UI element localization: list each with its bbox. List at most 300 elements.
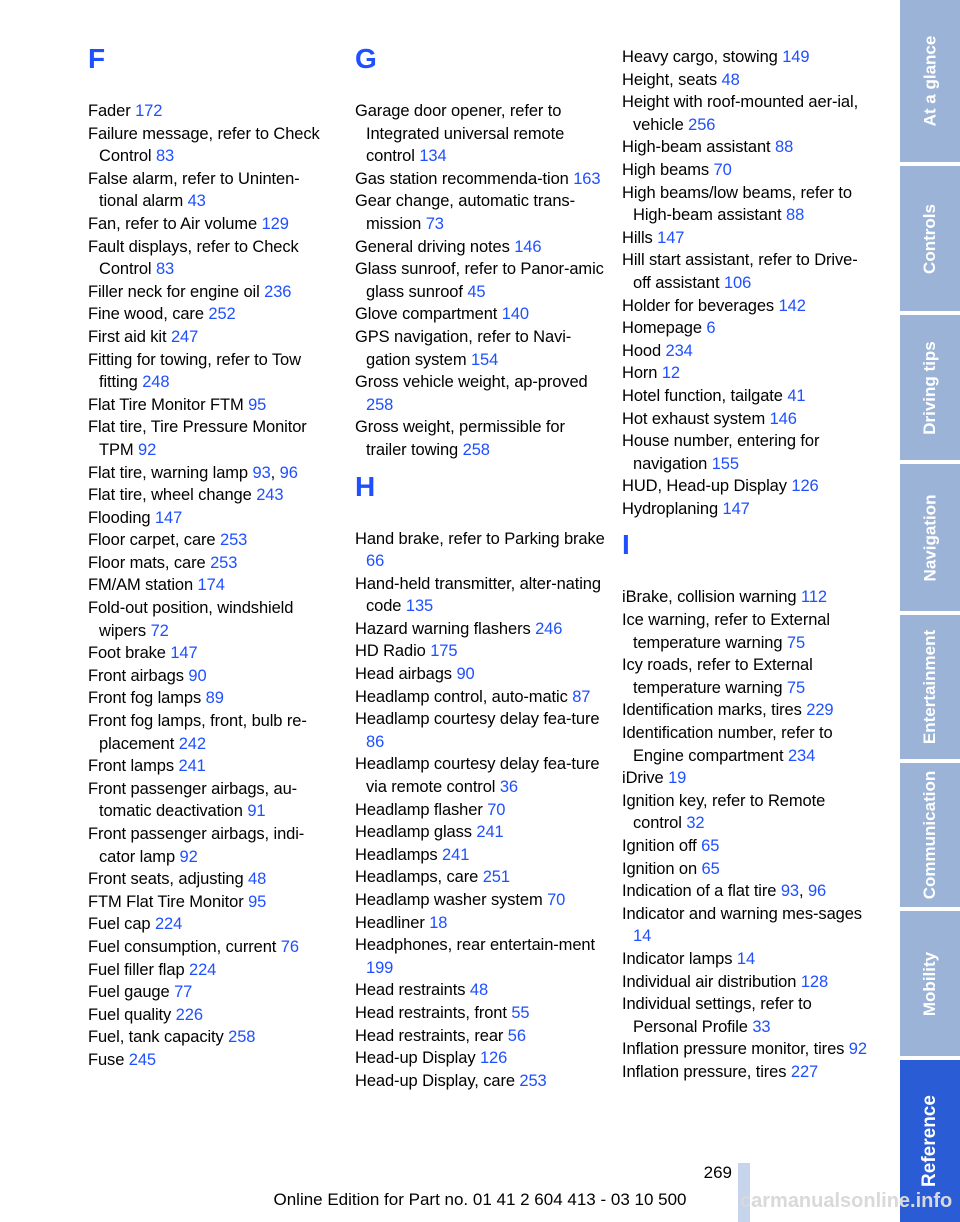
index-entry bbox=[355, 416, 605, 461]
index-entry bbox=[622, 722, 872, 767]
page-reference-link[interactable]: 174 bbox=[197, 576, 225, 595]
index-entry-text: Flat tire, Tire Pressure Monitor TPM bbox=[88, 418, 307, 459]
index-entry bbox=[355, 1047, 605, 1070]
index-entry bbox=[355, 236, 605, 259]
page-reference-link[interactable]: 226 bbox=[175, 1005, 203, 1024]
index-entry bbox=[622, 498, 872, 521]
page-reference-link[interactable]: 147 bbox=[657, 228, 685, 247]
page-reference-link[interactable]: 56 bbox=[507, 1026, 526, 1045]
index-entry bbox=[88, 552, 338, 575]
index-entry bbox=[88, 959, 338, 982]
page-reference-link[interactable]: 88 bbox=[775, 138, 794, 157]
page-reference-link[interactable]: 41 bbox=[787, 386, 806, 405]
index-entry-text: Hood bbox=[622, 341, 662, 360]
index-entry-text: Head-up Display, care bbox=[355, 1071, 515, 1090]
index-entry bbox=[355, 979, 605, 1002]
page-reference-link[interactable]: 48 bbox=[248, 870, 267, 889]
index-entry bbox=[88, 823, 338, 868]
chapter-tab[interactable] bbox=[900, 464, 960, 611]
index-entry bbox=[355, 618, 605, 641]
index-entry-text: Front fog lamps bbox=[88, 689, 202, 708]
index-entry-text: Head restraints bbox=[355, 981, 466, 1000]
page-reference-link[interactable]: 45 bbox=[467, 282, 486, 301]
index-entry bbox=[622, 159, 872, 182]
index-entry bbox=[88, 710, 338, 755]
index-entry bbox=[622, 46, 872, 69]
index-entry-text: Fuel quality bbox=[88, 1005, 172, 1024]
index-entry-text: Head restraints, rear bbox=[355, 1026, 504, 1045]
index-entry-text: GPS navigation, refer to Navi-gation system bbox=[355, 327, 572, 369]
page-reference-link[interactable]: 76 bbox=[280, 937, 299, 956]
index-entry bbox=[355, 528, 605, 573]
page-reference-link[interactable]: 155 bbox=[711, 454, 739, 473]
page-reference-link[interactable]: 106 bbox=[723, 273, 752, 292]
index-entry-text: Hand-held transmitter, alter-nating code bbox=[355, 574, 601, 616]
index-entry-text: Identification number, refer to Engine compartment bbox=[622, 724, 833, 765]
page-reference-link[interactable]: 70 bbox=[487, 800, 506, 819]
page-reference-link[interactable]: 253 bbox=[519, 1071, 547, 1090]
index-entry-text: Identification marks, tires bbox=[622, 701, 802, 720]
index-entry bbox=[355, 168, 605, 191]
index-entry bbox=[622, 385, 872, 408]
index-entry bbox=[355, 844, 605, 867]
page-reference-link[interactable]: 258 bbox=[462, 440, 490, 459]
index-entry bbox=[622, 1061, 872, 1084]
index-entry-text: Flat tire, warning lamp bbox=[88, 463, 249, 482]
index-entry-text: Hills bbox=[622, 228, 653, 247]
index-entry bbox=[88, 665, 338, 688]
index-entry bbox=[88, 981, 338, 1004]
index-entry-text: General driving notes bbox=[355, 237, 510, 256]
index-entry bbox=[622, 475, 872, 498]
index-entry-text: Front seats, adjusting bbox=[88, 870, 244, 889]
page-reference-link[interactable]: 96 bbox=[279, 463, 298, 482]
index-entry bbox=[355, 1002, 605, 1025]
chapter-tab[interactable] bbox=[900, 166, 960, 311]
page-reference-link[interactable]: 88 bbox=[786, 206, 805, 225]
index-entry-text: Height, seats bbox=[622, 70, 718, 89]
index-entry-text: Icy roads, refer to External temperature warning bbox=[622, 656, 813, 697]
index-entry-text: Floor mats, care bbox=[88, 553, 206, 572]
index-entry bbox=[622, 249, 872, 294]
index-entry bbox=[88, 642, 338, 665]
index-entry-text: Flat Tire Monitor FTM bbox=[88, 395, 244, 414]
index-entry-text: Failure message, refer to Check Control bbox=[88, 124, 320, 166]
index-entry-text: Homepage bbox=[622, 319, 702, 338]
page-reference-link[interactable]: 93 bbox=[780, 882, 799, 901]
index-entry-text: Garage door opener, refer to Integrated universal remote control bbox=[355, 102, 565, 166]
page-reference-link[interactable]: 236 bbox=[264, 282, 292, 301]
page-reference-link[interactable]: 19 bbox=[668, 769, 687, 788]
index-entry-text: Height with roof-mounted aer-ial, vehicle bbox=[622, 93, 859, 134]
chapter-tab[interactable] bbox=[900, 615, 960, 759]
index-entry-text: Hazard warning flashers bbox=[355, 619, 531, 638]
index-entry bbox=[622, 430, 872, 475]
index-entry bbox=[355, 303, 605, 326]
index-entry-text: Hot exhaust system bbox=[622, 409, 766, 428]
page-reference-link[interactable]: 229 bbox=[806, 701, 834, 720]
index-entry bbox=[355, 190, 605, 235]
index-entry-text: Fine wood, care bbox=[88, 305, 204, 324]
page-reference-link[interactable]: 147 bbox=[154, 508, 183, 527]
index-entry-text: Ignition off bbox=[622, 837, 697, 855]
index-entry-text: Front fog lamps, front, bulb re-placement bbox=[88, 712, 307, 753]
page-reference-link[interactable]: 134 bbox=[419, 147, 447, 166]
page-reference-link[interactable]: 83 bbox=[155, 260, 175, 279]
index-entry-text: Floor carpet, care bbox=[88, 531, 216, 550]
page-reference-link[interactable]: 146 bbox=[514, 237, 542, 256]
page-reference-link[interactable]: 95 bbox=[248, 395, 267, 414]
page-reference-link[interactable]: 48 bbox=[721, 70, 740, 89]
page-reference-link[interactable]: 199 bbox=[366, 958, 394, 977]
page-reference-link[interactable]: 14 bbox=[633, 927, 652, 946]
chapter-tab-label: Controls bbox=[920, 203, 940, 274]
index-entry bbox=[88, 394, 338, 417]
index-entry-text: Gear change, automatic trans-mission bbox=[355, 192, 575, 233]
index-entry-text: Head restraints, front bbox=[355, 1003, 507, 1022]
page-reference-link[interactable]: 258 bbox=[366, 395, 394, 414]
index-entry bbox=[622, 609, 872, 654]
page-reference-link[interactable]: 252 bbox=[208, 305, 236, 324]
page-reference-link[interactable]: 33 bbox=[752, 1017, 771, 1036]
index-entry-text: Front lamps bbox=[88, 757, 175, 776]
index-entry bbox=[355, 866, 605, 889]
page-reference-link[interactable]: 95 bbox=[248, 892, 267, 911]
chapter-tab-label: Driving tips bbox=[920, 340, 940, 435]
index-entry bbox=[88, 778, 338, 823]
page-reference-link[interactable]: 93 bbox=[252, 463, 271, 482]
index-entry bbox=[88, 507, 338, 530]
page-reference-link[interactable]: 92 bbox=[848, 1040, 867, 1059]
index-entry bbox=[88, 416, 338, 461]
page-reference-link[interactable]: 256 bbox=[688, 115, 716, 134]
index-entry-text: Gross vehicle weight, ap-proved bbox=[355, 373, 588, 392]
index-entry bbox=[355, 1070, 605, 1093]
index-entry bbox=[622, 136, 872, 159]
index-entry bbox=[88, 868, 338, 891]
index-entry bbox=[355, 708, 605, 753]
index-entry-text: iDrive bbox=[622, 769, 664, 788]
index-entry bbox=[622, 317, 872, 340]
index-entry-text: Headlamps bbox=[355, 845, 438, 864]
index-entry-text: False alarm, refer to Uninten-tional alarm bbox=[88, 169, 300, 211]
page-reference-link[interactable]: 126 bbox=[791, 477, 819, 496]
index-entry bbox=[622, 1038, 872, 1061]
index-entry bbox=[88, 281, 338, 304]
index-entry bbox=[88, 236, 338, 281]
page-reference-link[interactable]: 241 bbox=[442, 845, 470, 864]
page-reference-link[interactable]: 48 bbox=[469, 981, 489, 1000]
page-reference-link[interactable]: 245 bbox=[128, 1050, 157, 1069]
page-number: 269 bbox=[703, 1163, 732, 1182]
index-entry bbox=[622, 91, 872, 136]
page-reference-link[interactable]: 66 bbox=[366, 552, 385, 571]
page-reference-link[interactable]: 43 bbox=[187, 192, 206, 211]
index-entry-text: High-beam assistant bbox=[622, 138, 771, 157]
page-reference-link[interactable]: 73 bbox=[425, 214, 444, 233]
index-entry bbox=[355, 686, 605, 709]
index-entry-text: Gross weight, permissible for trailer towing bbox=[355, 418, 565, 459]
index-entry-text: Headlamp washer system bbox=[355, 891, 543, 909]
index-entry bbox=[88, 597, 338, 642]
page-reference-link[interactable]: 234 bbox=[665, 341, 693, 360]
index-entry: Indication of a flat tire 93, 96 bbox=[622, 882, 827, 901]
page-reference-link[interactable]: 32 bbox=[686, 814, 705, 833]
index-entry bbox=[88, 303, 338, 326]
page-reference-link[interactable]: 65 bbox=[701, 859, 720, 878]
page-reference-link[interactable]: 251 bbox=[482, 868, 510, 887]
index-entry bbox=[355, 799, 605, 822]
page-reference-link[interactable]: 87 bbox=[572, 687, 591, 706]
page-reference-link[interactable]: 75 bbox=[786, 633, 806, 652]
index-entry bbox=[622, 182, 872, 227]
section-letter: G bbox=[355, 43, 377, 74]
index-entry bbox=[622, 971, 872, 994]
page-reference-link[interactable]: 224 bbox=[189, 960, 217, 979]
page-reference-link[interactable]: 246 bbox=[535, 619, 563, 638]
chapter-tab[interactable] bbox=[900, 763, 960, 907]
index-entry-text: Head-up Display bbox=[355, 1049, 476, 1068]
index-entry bbox=[88, 213, 338, 236]
chapter-tab-label: Entertainment bbox=[920, 629, 940, 745]
index-entry-text: Inflation pressure monitor, tires bbox=[622, 1040, 845, 1059]
index-entry-text: Hill start assistant, refer to Drive-off assistant bbox=[622, 251, 858, 292]
index-entry bbox=[622, 586, 872, 609]
index-entry-text: Ignition on bbox=[622, 859, 698, 878]
index-entry-text: Individual settings, refer to Personal Profile bbox=[622, 995, 812, 1036]
page-reference-link[interactable]: 142 bbox=[778, 296, 806, 315]
index-entry-text: Headlamp control, auto-matic bbox=[355, 687, 568, 706]
index-entry bbox=[622, 362, 872, 385]
index-entry-text: Filler neck for engine oil bbox=[88, 282, 260, 301]
page-reference-link[interactable]: 91 bbox=[247, 802, 266, 821]
page-reference-link[interactable]: 72 bbox=[150, 621, 169, 640]
page-reference-link[interactable]: 163 bbox=[573, 169, 601, 188]
page-reference-link[interactable]: 65 bbox=[701, 837, 720, 855]
index-column-1 bbox=[88, 44, 338, 1072]
page-reference-link[interactable]: 253 bbox=[220, 531, 248, 550]
page-reference-link[interactable]: 227 bbox=[790, 1062, 819, 1081]
index-entry-text: Fader bbox=[88, 102, 131, 120]
index-entry bbox=[355, 326, 605, 371]
page-reference-link[interactable]: 89 bbox=[205, 689, 224, 708]
page-reference-link[interactable]: 92 bbox=[138, 440, 157, 459]
index-entry bbox=[622, 835, 872, 858]
chapter-tab-label: Communication bbox=[920, 770, 940, 900]
index-entry bbox=[88, 100, 338, 123]
index-entry bbox=[355, 1025, 605, 1048]
index-entry bbox=[622, 903, 872, 948]
index-entry bbox=[88, 574, 338, 597]
chapter-tab[interactable] bbox=[900, 911, 960, 1056]
page-reference-link[interactable]: 175 bbox=[430, 642, 458, 661]
index-entry-text: FTM Flat Tire Monitor bbox=[88, 892, 244, 911]
index-entry bbox=[622, 227, 872, 250]
page-reference-link[interactable]: 55 bbox=[511, 1003, 530, 1022]
index-column-3 bbox=[622, 46, 872, 1084]
page-reference-link[interactable]: 242 bbox=[178, 734, 206, 753]
index-entry-text: Ignition key, refer to Remote control bbox=[622, 791, 826, 833]
index-entry bbox=[88, 936, 338, 959]
index-entry-text: Indicator and warning mes-sages bbox=[622, 904, 862, 923]
index-entry bbox=[88, 123, 338, 168]
page-reference-link[interactable]: 90 bbox=[456, 665, 475, 684]
section-letter: I bbox=[622, 529, 630, 561]
index-entry bbox=[88, 1049, 338, 1072]
page-reference-link[interactable]: 224 bbox=[154, 915, 183, 934]
index-entry-text: Hydroplaning bbox=[622, 499, 719, 518]
index-entry bbox=[355, 912, 605, 935]
index-entry-text: Front airbags bbox=[88, 666, 184, 685]
index-entry-text: Individual air distribution bbox=[622, 972, 797, 991]
page-reference-link[interactable]: 83 bbox=[155, 147, 175, 166]
index-entry-text: First aid kit bbox=[88, 327, 167, 346]
chapter-tabs bbox=[900, 0, 960, 1222]
index-entry-text: Fuel cap bbox=[88, 915, 151, 934]
index-entry bbox=[88, 484, 338, 507]
index-entry-text: Headlamp flasher bbox=[355, 800, 483, 819]
page-reference-link[interactable]: 154 bbox=[470, 350, 499, 369]
index-entry-text: Fuel, tank capacity bbox=[88, 1028, 224, 1047]
page-reference-link[interactable]: 234 bbox=[787, 746, 816, 765]
index-entry-text: Fuel consumption, current bbox=[88, 937, 277, 956]
page-reference-link[interactable]: 129 bbox=[261, 214, 289, 233]
chapter-tab[interactable] bbox=[900, 315, 960, 460]
index-entry bbox=[88, 529, 338, 552]
index-entry bbox=[355, 753, 605, 798]
index-entry-text: Glass sunroof, refer to Panor-amic glass sunroof bbox=[355, 260, 604, 301]
index-column-2 bbox=[355, 44, 605, 1092]
index-entry bbox=[622, 69, 872, 92]
index-entry bbox=[622, 408, 872, 431]
index-entry bbox=[355, 258, 605, 303]
page-reference-link[interactable]: 14 bbox=[736, 949, 756, 968]
index-entry-text: Front passenger airbags, indi-cator lamp bbox=[88, 825, 305, 866]
index-entry-text: Headlamp courtesy delay fea-ture bbox=[355, 710, 600, 729]
page-reference-link[interactable]: 147 bbox=[722, 499, 750, 518]
index-entry-text: Fitting for towing, refer to Tow fitting bbox=[88, 350, 301, 392]
index-entry bbox=[355, 640, 605, 663]
page-reference-link[interactable]: 248 bbox=[142, 373, 170, 392]
index-entry bbox=[622, 767, 872, 790]
index-entry-text: Fuel filler flap bbox=[88, 960, 185, 979]
section-letter: H bbox=[355, 470, 376, 502]
page-reference-link[interactable]: 96 bbox=[807, 882, 827, 901]
page-reference-link[interactable]: 172 bbox=[135, 102, 163, 120]
page-reference-link[interactable]: 253 bbox=[210, 553, 238, 572]
index-entry: Flat tire, warning lamp 93, 96 bbox=[88, 463, 298, 482]
index-entry bbox=[88, 349, 338, 394]
page-reference-link[interactable]: 126 bbox=[479, 1049, 508, 1068]
page-reference-link[interactable]: 146 bbox=[769, 409, 797, 428]
index-entry bbox=[88, 326, 338, 349]
index-entry-text: Fan, refer to Air volume bbox=[88, 214, 258, 233]
index-entry-text: Headphones, rear entertain-ment bbox=[355, 936, 595, 955]
index-entry bbox=[88, 1004, 338, 1027]
index-entry-text: Head airbags bbox=[355, 665, 452, 684]
index-entry-text: Foot brake bbox=[88, 644, 166, 663]
footer-edition-text: Online Edition for Part no. 01 41 2 604 413 - 03 10 500 bbox=[273, 1190, 687, 1209]
chapter-tab-label: At a glance bbox=[920, 35, 940, 127]
chapter-tab-label: Navigation bbox=[920, 494, 939, 581]
index-entry-text: Ice warning, refer to External temperature warning bbox=[622, 611, 830, 652]
page-reference-link[interactable]: 90 bbox=[188, 666, 207, 685]
index-entry-text: Headlamp courtesy delay fea-ture via remote control bbox=[355, 755, 600, 797]
page-reference-link[interactable]: 128 bbox=[800, 972, 829, 991]
page-reference-link[interactable]: 147 bbox=[170, 644, 198, 663]
index-entry bbox=[622, 699, 872, 722]
index-entry bbox=[355, 100, 605, 168]
index-entry bbox=[622, 790, 872, 835]
page-reference-link[interactable]: 75 bbox=[786, 678, 806, 697]
page-reference-link[interactable]: 18 bbox=[429, 913, 448, 932]
index-entry-text: Indicator lamps bbox=[622, 949, 733, 968]
page-reference-link[interactable]: 70 bbox=[547, 891, 566, 909]
page-reference-link[interactable]: 6 bbox=[706, 319, 716, 338]
index-entry bbox=[355, 821, 605, 844]
index-entry-text: Flooding bbox=[88, 508, 151, 527]
page-reference-link[interactable]: 112 bbox=[800, 588, 827, 607]
chapter-tab-label: Mobility bbox=[920, 951, 939, 1016]
page-reference-link[interactable]: 92 bbox=[179, 847, 198, 866]
page-reference-link[interactable]: 149 bbox=[782, 48, 810, 66]
index-entry-text: iBrake, collision warning bbox=[622, 588, 797, 607]
index-entry-text: Heavy cargo, stowing bbox=[622, 48, 778, 66]
index-entry bbox=[355, 663, 605, 686]
index-entry-text: HD Radio bbox=[355, 642, 426, 661]
index-entry-text: Gas station recommenda-tion bbox=[355, 169, 569, 188]
page-reference-link[interactable]: 258 bbox=[228, 1028, 256, 1047]
index-entry-text: Holder for beverages bbox=[622, 296, 775, 315]
index-entry bbox=[355, 889, 605, 912]
index-entry-text: Horn bbox=[622, 364, 658, 383]
index-entry bbox=[622, 295, 872, 318]
index-entry-text: House number, entering for navigation bbox=[622, 432, 820, 473]
page-reference-link[interactable]: 247 bbox=[170, 327, 199, 346]
page-reference-link[interactable]: 140 bbox=[501, 305, 529, 324]
index-entry bbox=[622, 858, 872, 881]
page-reference-link[interactable]: 77 bbox=[174, 983, 193, 1002]
index-entry bbox=[88, 168, 338, 213]
page-reference-link[interactable]: 70 bbox=[713, 160, 732, 179]
chapter-tab[interactable] bbox=[900, 0, 960, 162]
page-reference-link[interactable]: 12 bbox=[661, 364, 681, 383]
index-entry-text: High beams/low beams, refer to High-beam assistant bbox=[622, 183, 852, 225]
index-entry-text: Flat tire, wheel change bbox=[88, 486, 252, 505]
index-entry-text: Fuel gauge bbox=[88, 983, 170, 1002]
index-entry bbox=[88, 1026, 338, 1049]
page-reference-link[interactable]: 243 bbox=[256, 486, 284, 505]
page-reference-link[interactable]: 36 bbox=[499, 778, 518, 797]
index-entry bbox=[88, 913, 338, 936]
page-reference-link[interactable]: 241 bbox=[476, 823, 504, 842]
index-entry-text: Indication of a flat tire bbox=[622, 882, 777, 901]
index-entry-text: Headlamp glass bbox=[355, 823, 472, 842]
section-letter: F bbox=[88, 43, 106, 74]
page-reference-link[interactable]: 86 bbox=[366, 732, 385, 751]
page-reference-link[interactable]: 241 bbox=[178, 757, 206, 776]
index-entry-text: Hotel function, tailgate bbox=[622, 386, 783, 405]
page-reference-link[interactable]: 135 bbox=[405, 597, 434, 616]
index-entry-text: FM/AM station bbox=[88, 576, 194, 595]
index-entry-text: Glove compartment bbox=[355, 305, 498, 324]
index-entry bbox=[88, 891, 338, 914]
index-entry bbox=[355, 573, 605, 618]
index-entry-text: High beams bbox=[622, 160, 710, 179]
index-entry bbox=[622, 948, 872, 971]
index-entry bbox=[622, 993, 872, 1038]
index-entry-text: Hand brake, refer to Parking brake bbox=[355, 529, 605, 548]
